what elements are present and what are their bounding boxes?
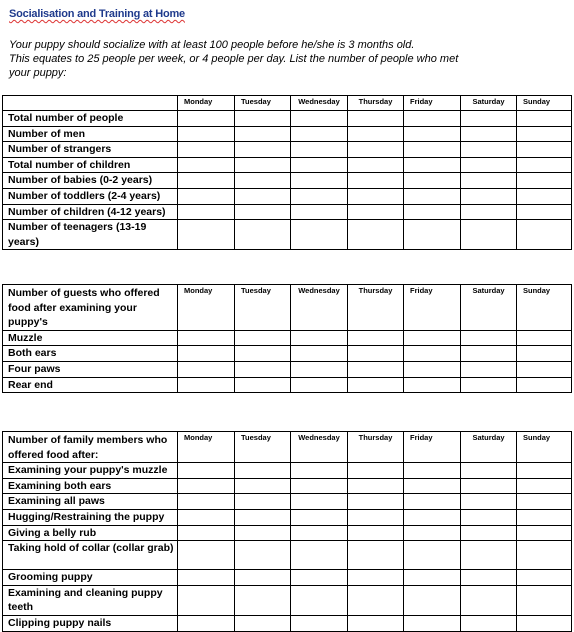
entry-cell-monday[interactable] bbox=[178, 142, 235, 158]
entry-cell-monday[interactable] bbox=[178, 585, 235, 615]
row-label: Hugging/Restraining the puppy bbox=[3, 509, 178, 525]
entry-cell-wednesday[interactable] bbox=[291, 585, 348, 615]
entry-cell-monday[interactable] bbox=[178, 377, 235, 393]
entry-cell-thursday[interactable] bbox=[348, 525, 404, 541]
row-label: Examining all paws bbox=[3, 494, 178, 510]
entry-cell-saturday[interactable] bbox=[461, 377, 517, 393]
entry-cell-tuesday[interactable] bbox=[235, 570, 291, 586]
entry-cell-friday[interactable] bbox=[404, 463, 461, 479]
entry-cell-tuesday[interactable] bbox=[235, 142, 291, 158]
entry-cell-tuesday[interactable] bbox=[235, 220, 291, 250]
entry-cell-saturday[interactable] bbox=[461, 525, 517, 541]
table-row bbox=[3, 204, 572, 220]
entry-cell-wednesday[interactable] bbox=[291, 570, 348, 586]
entry-cell-thursday[interactable] bbox=[348, 157, 404, 173]
entry-cell-thursday[interactable] bbox=[348, 188, 404, 204]
entry-cell-wednesday[interactable] bbox=[291, 463, 348, 479]
intro-text bbox=[9, 38, 549, 80]
header-row bbox=[3, 432, 572, 463]
table-header-label: Number of guests who offered food after examining your puppy's bbox=[3, 285, 178, 331]
row-label: Total number of children bbox=[3, 157, 178, 173]
entry-cell-sunday[interactable] bbox=[517, 570, 572, 586]
table-row bbox=[3, 330, 572, 346]
entry-cell-thursday[interactable] bbox=[348, 142, 404, 158]
entry-cell-saturday[interactable] bbox=[461, 541, 517, 570]
entry-cell-sunday[interactable] bbox=[517, 541, 572, 570]
entry-cell-wednesday[interactable] bbox=[291, 478, 348, 494]
entry-cell-sunday[interactable] bbox=[517, 346, 572, 362]
page-title: Socialisation and Training at Home bbox=[9, 8, 185, 20]
entry-cell-wednesday[interactable] bbox=[291, 615, 348, 631]
row-label: Total number of people bbox=[3, 111, 178, 127]
row-label: Muzzle bbox=[3, 330, 178, 346]
day-header-tuesday: Tuesday bbox=[235, 285, 291, 331]
day-header-sunday: Sunday bbox=[517, 432, 572, 463]
entry-cell-saturday[interactable] bbox=[461, 509, 517, 525]
row-label: Grooming puppy bbox=[3, 570, 178, 586]
day-header-monday: Monday bbox=[178, 96, 235, 111]
entry-cell-friday[interactable] bbox=[404, 615, 461, 631]
intro-line: This equates to 25 people per week, or 4 people per day. List the number of people who met bbox=[9, 53, 459, 65]
entry-cell-saturday[interactable] bbox=[461, 157, 517, 173]
header-row bbox=[3, 96, 572, 111]
entry-cell-monday[interactable] bbox=[178, 204, 235, 220]
entry-cell-tuesday[interactable] bbox=[235, 361, 291, 377]
entry-cell-thursday[interactable] bbox=[348, 126, 404, 142]
table-row bbox=[3, 142, 572, 158]
entry-cell-tuesday[interactable] bbox=[235, 478, 291, 494]
entry-cell-monday[interactable] bbox=[178, 615, 235, 631]
day-header-friday: Friday bbox=[404, 285, 461, 331]
table-row bbox=[3, 377, 572, 393]
entry-cell-thursday[interactable] bbox=[348, 541, 404, 570]
entry-cell-sunday[interactable] bbox=[517, 615, 572, 631]
entry-cell-sunday[interactable] bbox=[517, 188, 572, 204]
entry-cell-sunday[interactable] bbox=[517, 126, 572, 142]
entry-cell-sunday[interactable] bbox=[517, 478, 572, 494]
day-header-saturday: Saturday bbox=[461, 285, 517, 331]
entry-cell-thursday[interactable] bbox=[348, 570, 404, 586]
entry-cell-monday[interactable] bbox=[178, 478, 235, 494]
table-row bbox=[3, 361, 572, 377]
day-header-monday: Monday bbox=[178, 285, 235, 331]
people-count-table bbox=[2, 95, 572, 250]
entry-cell-tuesday[interactable] bbox=[235, 541, 291, 570]
entry-cell-wednesday[interactable] bbox=[291, 509, 348, 525]
entry-cell-monday[interactable] bbox=[178, 157, 235, 173]
day-header-wednesday: Wednesday bbox=[291, 285, 348, 331]
row-label: Examining and cleaning puppy teeth bbox=[3, 585, 178, 615]
row-label: Taking hold of collar (collar grab) bbox=[3, 541, 178, 570]
entry-cell-saturday[interactable] bbox=[461, 570, 517, 586]
entry-cell-wednesday[interactable] bbox=[291, 111, 348, 127]
entry-cell-tuesday[interactable] bbox=[235, 204, 291, 220]
entry-cell-friday[interactable] bbox=[404, 346, 461, 362]
table-row bbox=[3, 494, 572, 510]
table-header-label: Number of family members who offered food after: bbox=[3, 432, 178, 463]
table-row bbox=[3, 173, 572, 189]
entry-cell-sunday[interactable] bbox=[517, 509, 572, 525]
entry-cell-tuesday[interactable] bbox=[235, 494, 291, 510]
entry-cell-thursday[interactable] bbox=[348, 463, 404, 479]
entry-cell-wednesday[interactable] bbox=[291, 157, 348, 173]
entry-cell-tuesday[interactable] bbox=[235, 346, 291, 362]
guests-food-table bbox=[2, 284, 572, 393]
entry-cell-sunday[interactable] bbox=[517, 220, 572, 250]
entry-cell-monday[interactable] bbox=[178, 126, 235, 142]
table-row bbox=[3, 615, 572, 631]
row-label: Number of children (4-12 years) bbox=[3, 204, 178, 220]
table-row bbox=[3, 463, 572, 479]
entry-cell-saturday[interactable] bbox=[461, 615, 517, 631]
table-row bbox=[3, 111, 572, 127]
row-label: Both ears bbox=[3, 346, 178, 362]
day-header-monday: Monday bbox=[178, 432, 235, 463]
entry-cell-sunday[interactable] bbox=[517, 377, 572, 393]
entry-cell-friday[interactable] bbox=[404, 361, 461, 377]
entry-cell-wednesday[interactable] bbox=[291, 220, 348, 250]
entry-cell-friday[interactable] bbox=[404, 204, 461, 220]
intro-line: your puppy: bbox=[9, 67, 67, 79]
entry-cell-tuesday[interactable] bbox=[235, 126, 291, 142]
day-header-sunday: Sunday bbox=[517, 285, 572, 331]
entry-cell-saturday[interactable] bbox=[461, 478, 517, 494]
entry-cell-saturday[interactable] bbox=[461, 585, 517, 615]
entry-cell-sunday[interactable] bbox=[517, 111, 572, 127]
entry-cell-monday[interactable] bbox=[178, 188, 235, 204]
day-header-tuesday: Tuesday bbox=[235, 96, 291, 111]
entry-cell-monday[interactable] bbox=[178, 463, 235, 479]
entry-cell-tuesday[interactable] bbox=[235, 173, 291, 189]
table-row bbox=[3, 478, 572, 494]
entry-cell-friday[interactable] bbox=[404, 494, 461, 510]
entry-cell-wednesday[interactable] bbox=[291, 142, 348, 158]
entry-cell-friday[interactable] bbox=[404, 330, 461, 346]
table-row bbox=[3, 188, 572, 204]
entry-cell-thursday[interactable] bbox=[348, 361, 404, 377]
row-label: Number of toddlers (2-4 years) bbox=[3, 188, 178, 204]
row-label: Number of teenagers (13-19 years) bbox=[3, 220, 178, 250]
entry-cell-wednesday[interactable] bbox=[291, 361, 348, 377]
day-header-thursday: Thursday bbox=[348, 96, 404, 111]
table-row bbox=[3, 346, 572, 362]
entry-cell-wednesday[interactable] bbox=[291, 346, 348, 362]
day-header-saturday: Saturday bbox=[461, 96, 517, 111]
entry-cell-tuesday[interactable] bbox=[235, 585, 291, 615]
row-label: Examining your puppy's muzzle bbox=[3, 463, 178, 479]
entry-cell-friday[interactable] bbox=[404, 111, 461, 127]
intro-line: Your puppy should socialize with at least 100 people before he/she is 3 months old. bbox=[9, 39, 415, 51]
entry-cell-tuesday[interactable] bbox=[235, 509, 291, 525]
entry-cell-monday[interactable] bbox=[178, 541, 235, 570]
entry-cell-saturday[interactable] bbox=[461, 204, 517, 220]
entry-cell-friday[interactable] bbox=[404, 478, 461, 494]
day-header-friday: Friday bbox=[404, 96, 461, 111]
row-label: Number of men bbox=[3, 126, 178, 142]
entry-cell-tuesday[interactable] bbox=[235, 377, 291, 393]
entry-cell-saturday[interactable] bbox=[461, 126, 517, 142]
entry-cell-tuesday[interactable] bbox=[235, 111, 291, 127]
entry-cell-sunday[interactable] bbox=[517, 494, 572, 510]
entry-cell-thursday[interactable] bbox=[348, 173, 404, 189]
entry-cell-monday[interactable] bbox=[178, 346, 235, 362]
row-label: Number of strangers bbox=[3, 142, 178, 158]
entry-cell-monday[interactable] bbox=[178, 220, 235, 250]
entry-cell-wednesday[interactable] bbox=[291, 541, 348, 570]
entry-cell-tuesday[interactable] bbox=[235, 615, 291, 631]
table-row bbox=[3, 585, 572, 615]
day-header-wednesday: Wednesday bbox=[291, 432, 348, 463]
entry-cell-saturday[interactable] bbox=[461, 494, 517, 510]
day-header-friday: Friday bbox=[404, 432, 461, 463]
entry-cell-friday[interactable] bbox=[404, 585, 461, 615]
row-label: Clipping puppy nails bbox=[3, 615, 178, 631]
row-label: Giving a belly rub bbox=[3, 525, 178, 541]
entry-cell-sunday[interactable] bbox=[517, 525, 572, 541]
entry-cell-wednesday[interactable] bbox=[291, 204, 348, 220]
entry-cell-monday[interactable] bbox=[178, 570, 235, 586]
entry-cell-thursday[interactable] bbox=[348, 478, 404, 494]
entry-cell-friday[interactable] bbox=[404, 525, 461, 541]
entry-cell-saturday[interactable] bbox=[461, 463, 517, 479]
entry-cell-monday[interactable] bbox=[178, 111, 235, 127]
entry-cell-thursday[interactable] bbox=[348, 111, 404, 127]
table-row bbox=[3, 220, 572, 250]
entry-cell-wednesday[interactable] bbox=[291, 188, 348, 204]
family-food-table bbox=[2, 431, 572, 632]
day-header-thursday: Thursday bbox=[348, 432, 404, 463]
entry-cell-thursday[interactable] bbox=[348, 330, 404, 346]
entry-cell-friday[interactable] bbox=[404, 142, 461, 158]
entry-cell-sunday[interactable] bbox=[517, 585, 572, 615]
table-row bbox=[3, 570, 572, 586]
day-header-tuesday: Tuesday bbox=[235, 432, 291, 463]
entry-cell-friday[interactable] bbox=[404, 541, 461, 570]
entry-cell-thursday[interactable] bbox=[348, 204, 404, 220]
entry-cell-thursday[interactable] bbox=[348, 494, 404, 510]
table-row bbox=[3, 525, 572, 541]
entry-cell-friday[interactable] bbox=[404, 220, 461, 250]
entry-cell-thursday[interactable] bbox=[348, 377, 404, 393]
day-header-saturday: Saturday bbox=[461, 432, 517, 463]
entry-cell-thursday[interactable] bbox=[348, 509, 404, 525]
header-row bbox=[3, 285, 572, 331]
entry-cell-sunday[interactable] bbox=[517, 463, 572, 479]
entry-cell-sunday[interactable] bbox=[517, 361, 572, 377]
entry-cell-saturday[interactable] bbox=[461, 142, 517, 158]
entry-cell-saturday[interactable] bbox=[461, 330, 517, 346]
entry-cell-saturday[interactable] bbox=[461, 111, 517, 127]
row-label: Rear end bbox=[3, 377, 178, 393]
entry-cell-friday[interactable] bbox=[404, 173, 461, 189]
entry-cell-sunday[interactable] bbox=[517, 142, 572, 158]
entry-cell-wednesday[interactable] bbox=[291, 377, 348, 393]
entry-cell-friday[interactable] bbox=[404, 188, 461, 204]
entry-cell-monday[interactable] bbox=[178, 173, 235, 189]
table-row bbox=[3, 126, 572, 142]
table-row bbox=[3, 509, 572, 525]
entry-cell-saturday[interactable] bbox=[461, 220, 517, 250]
entry-cell-saturday[interactable] bbox=[461, 188, 517, 204]
entry-cell-sunday[interactable] bbox=[517, 204, 572, 220]
entry-cell-wednesday[interactable] bbox=[291, 494, 348, 510]
entry-cell-thursday[interactable] bbox=[348, 346, 404, 362]
entry-cell-monday[interactable] bbox=[178, 330, 235, 346]
entry-cell-saturday[interactable] bbox=[461, 346, 517, 362]
row-label: Examining both ears bbox=[3, 478, 178, 494]
entry-cell-tuesday[interactable] bbox=[235, 157, 291, 173]
entry-cell-saturday[interactable] bbox=[461, 173, 517, 189]
entry-cell-wednesday[interactable] bbox=[291, 173, 348, 189]
entry-cell-monday[interactable] bbox=[178, 494, 235, 510]
row-label: Four paws bbox=[3, 361, 178, 377]
entry-cell-wednesday[interactable] bbox=[291, 126, 348, 142]
entry-cell-monday[interactable] bbox=[178, 509, 235, 525]
entry-cell-friday[interactable] bbox=[404, 570, 461, 586]
entry-cell-tuesday[interactable] bbox=[235, 525, 291, 541]
entry-cell-tuesday[interactable] bbox=[235, 463, 291, 479]
entry-cell-friday[interactable] bbox=[404, 377, 461, 393]
entry-cell-thursday[interactable] bbox=[348, 220, 404, 250]
entry-cell-wednesday[interactable] bbox=[291, 330, 348, 346]
entry-cell-sunday[interactable] bbox=[517, 157, 572, 173]
entry-cell-tuesday[interactable] bbox=[235, 188, 291, 204]
entry-cell-monday[interactable] bbox=[178, 361, 235, 377]
table-row bbox=[3, 157, 572, 173]
table-row bbox=[3, 541, 572, 570]
table-header-label bbox=[3, 96, 178, 111]
day-header-thursday: Thursday bbox=[348, 285, 404, 331]
entry-cell-friday[interactable] bbox=[404, 126, 461, 142]
entry-cell-saturday[interactable] bbox=[461, 361, 517, 377]
row-label: Number of babies (0-2 years) bbox=[3, 173, 178, 189]
entry-cell-friday[interactable] bbox=[404, 157, 461, 173]
entry-cell-sunday[interactable] bbox=[517, 330, 572, 346]
day-header-sunday: Sunday bbox=[517, 96, 572, 111]
entry-cell-thursday[interactable] bbox=[348, 615, 404, 631]
entry-cell-sunday[interactable] bbox=[517, 173, 572, 189]
entry-cell-thursday[interactable] bbox=[348, 585, 404, 615]
entry-cell-friday[interactable] bbox=[404, 509, 461, 525]
entry-cell-tuesday[interactable] bbox=[235, 330, 291, 346]
entry-cell-wednesday[interactable] bbox=[291, 525, 348, 541]
entry-cell-monday[interactable] bbox=[178, 525, 235, 541]
day-header-wednesday: Wednesday bbox=[291, 96, 348, 111]
